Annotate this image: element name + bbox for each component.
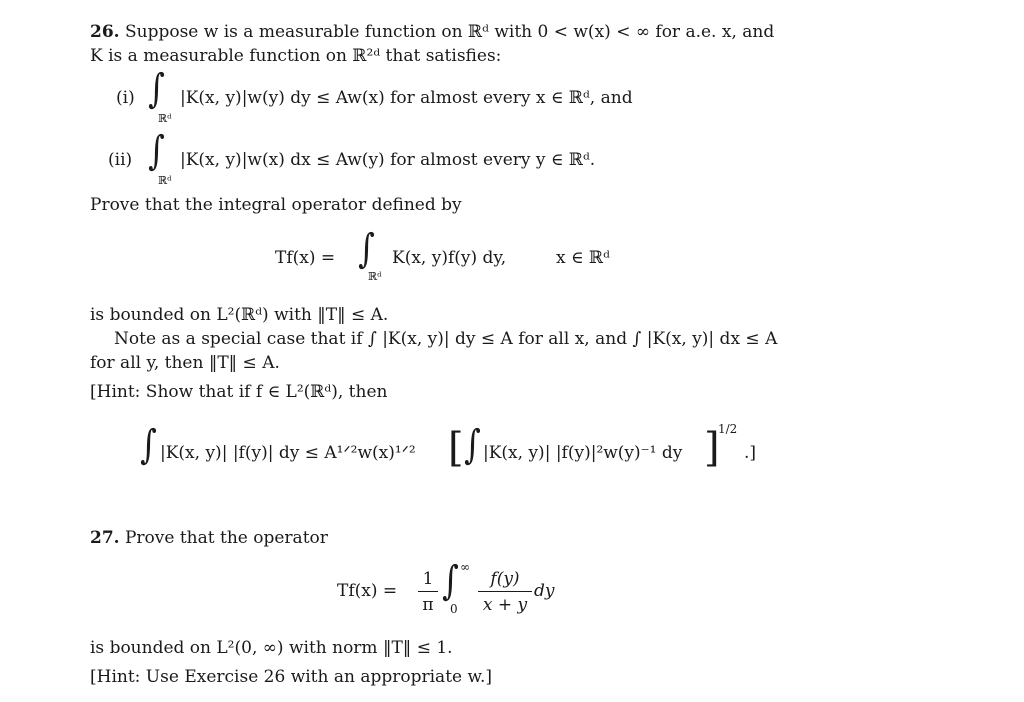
operator-lhs: Tf(x) = [275, 248, 336, 268]
operator-rhs: K(x, y)f(y) dy, [392, 248, 507, 268]
ex27-frac-denominator: π [422, 595, 434, 615]
ex27-integral-upper: ∞ [460, 560, 470, 574]
ex26-number: 26. [90, 22, 120, 42]
ex27-frac-numerator: 1 [422, 569, 434, 589]
ex26-line1-text: Suppose w is a measurable function on ℝᵈ with 0 < w(x) < ∞ for a.e. x, and [124, 22, 775, 42]
ex26-hint-line: [Hint: Show that if f ∈ L²(ℝᵈ), then [90, 382, 388, 402]
hint-open-bracket: [ [448, 425, 464, 471]
integral-sign: ∫ [358, 226, 375, 272]
integral-sign: ∫ [140, 422, 157, 468]
integral-domain: ℝᵈ [158, 112, 172, 125]
ex26-note-line2: for all y, then ‖T‖ ≤ A. [90, 353, 280, 373]
integral-sign: ∫ [148, 128, 165, 174]
condition-ii-integral [146, 128, 172, 187]
ex27-dy: dy [534, 581, 555, 601]
ex27-hint-line: [Hint: Use Exercise 26 with an appropriate w.] [90, 667, 493, 687]
condition-i-integral [146, 66, 172, 125]
operator-integral [356, 226, 382, 283]
integral-domain: ℝᵈ [368, 270, 382, 283]
ex27-frac-bar [418, 591, 438, 592]
condition-i-text: |K(x, y)|w(y) dy ≤ Aw(x) for almost every x ∈ ℝᵈ, and [180, 88, 633, 108]
operator-domain: x ∈ ℝᵈ [556, 248, 610, 268]
condition-ii-label: (ii) [108, 150, 133, 170]
hint-close-bracket: ] [704, 425, 720, 471]
integral-domain: ℝᵈ [158, 174, 172, 187]
condition-ii-text: |K(x, y)|w(x) dx ≤ Aw(y) for almost every y ∈ ℝᵈ. [180, 150, 596, 170]
ex26-bounded-line: is bounded on L²(ℝᵈ) with ‖T‖ ≤ A. [90, 305, 389, 325]
ex26-line1 [90, 21, 774, 43]
ex27-number: 27. [90, 528, 120, 548]
integral-sign: ∫ [442, 558, 459, 604]
hint-inequality-right: |K(x, y)| |f(y)|²w(y)⁻¹ dy [483, 443, 683, 463]
integral-sign: ∫ [148, 66, 165, 112]
hint-inequality-left: |K(x, y)| |f(y)| dy ≤ A¹ᐟ²w(x)¹ᐟ² [160, 443, 416, 463]
ex27-operator-lhs: Tf(x) = [337, 581, 398, 601]
condition-i-label: (i) [116, 88, 135, 108]
ex27-integral-lower: 0 [450, 602, 458, 616]
hint-integral-2 [462, 422, 483, 476]
ex27-bounded-line: is bounded on L²(0, ∞) with norm ‖T‖ ≤ 1. [90, 638, 453, 658]
ex27-f-bar [478, 591, 532, 592]
ex26-line2: K is a measurable function on ℝ²ᵈ that satisfies: [90, 46, 502, 66]
ex27-f-numerator: f(y) [490, 569, 520, 589]
ex27-f-denominator: x + y [482, 595, 528, 615]
ex26-prove-line: Prove that the integral operator defined by [90, 195, 462, 215]
hint-end: .] [744, 443, 757, 463]
hint-exponent: 1/2 [718, 422, 738, 436]
ex27-line1-text: Prove that the operator [124, 528, 328, 548]
hint-integral-1 [138, 422, 159, 476]
ex26-note-line1: Note as a special case that if ∫ |K(x, y)| dy ≤ A for all x, and ∫ |K(x, y)| dx ≤ A [114, 329, 778, 349]
integral-sign: ∫ [464, 422, 481, 468]
ex27-line1 [90, 527, 328, 549]
